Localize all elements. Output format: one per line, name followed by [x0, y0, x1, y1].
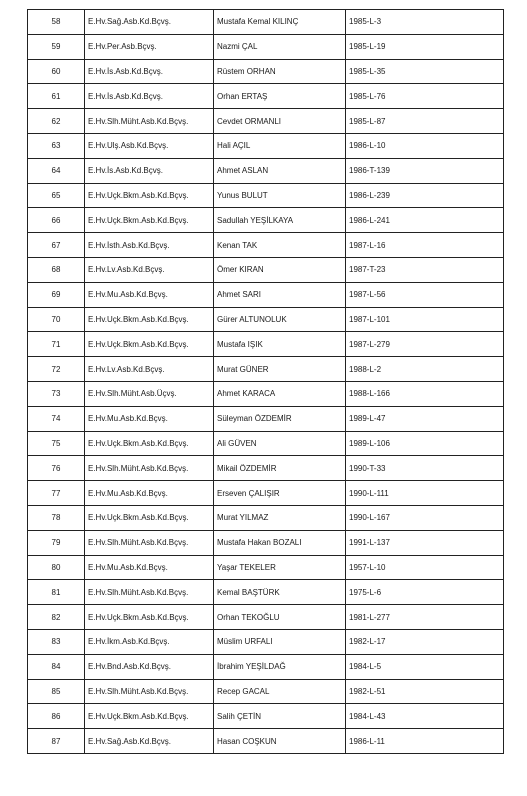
- table-row: [28, 208, 504, 233]
- registry-number-cell: 1982-L-51: [346, 679, 504, 704]
- name-cell: Salih ÇETİN: [214, 704, 346, 729]
- name-cell: Orhan ERTAŞ: [214, 84, 346, 109]
- unit-cell: E.Hv.Uçk.Bkm.Asb.Kd.Bçvş.: [85, 208, 214, 233]
- row-number: 68: [28, 257, 85, 282]
- registry-number-cell: 1986-L-241: [346, 208, 504, 233]
- table-row: [28, 481, 504, 506]
- row-number: 61: [28, 84, 85, 109]
- registry-number-cell: 1985-L-87: [346, 109, 504, 134]
- name-cell: Orhan TEKOĞLU: [214, 605, 346, 630]
- unit-cell: E.Hv.Lv.Asb.Kd.Bçvş.: [85, 257, 214, 282]
- registry-number-cell: 1985-L-76: [346, 84, 504, 109]
- row-number: 58: [28, 10, 85, 35]
- unit-cell: E.Hv.Slh.Müht.Asb.Kd.Bçvş.: [85, 679, 214, 704]
- row-number: 85: [28, 679, 85, 704]
- table-row: [28, 109, 504, 134]
- unit-cell: E.Hv.İkm.Asb.Kd.Bçvş.: [85, 629, 214, 654]
- name-cell: Mustafa Kemal KILINÇ: [214, 10, 346, 35]
- registry-number-cell: 1989-L-106: [346, 431, 504, 456]
- unit-cell: E.Hv.Ulş.Asb.Kd.Bçvş.: [85, 133, 214, 158]
- table-row: [28, 629, 504, 654]
- row-number: 65: [28, 183, 85, 208]
- unit-cell: E.Hv.Per.Asb.Bçvş.: [85, 34, 214, 59]
- table-row: [28, 729, 504, 754]
- table-row: [28, 183, 504, 208]
- unit-cell: E.Hv.Uçk.Bkm.Asb.Kd.Bçvş.: [85, 605, 214, 630]
- table-row: [28, 555, 504, 580]
- unit-cell: E.Hv.Sağ.Asb.Kd.Bçvş.: [85, 10, 214, 35]
- name-cell: Mikail ÖZDEMİR: [214, 456, 346, 481]
- registry-number-cell: 1988-L-2: [346, 357, 504, 382]
- name-cell: Gürer ALTUNOLUK: [214, 307, 346, 332]
- registry-number-cell: 1990-T-33: [346, 456, 504, 481]
- name-cell: Ahmet SARI: [214, 282, 346, 307]
- unit-cell: E.Hv.Uçk.Bkm.Asb.Kd.Bçvş.: [85, 332, 214, 357]
- row-number: 73: [28, 381, 85, 406]
- row-number: 76: [28, 456, 85, 481]
- unit-cell: E.Hv.Mu.Asb.Kd.Bçvş.: [85, 555, 214, 580]
- unit-cell: E.Hv.İsth.Asb.Kd.Bçvş.: [85, 233, 214, 258]
- table-row: [28, 530, 504, 555]
- table-row: [28, 704, 504, 729]
- table-row: [28, 679, 504, 704]
- registry-number-cell: 1975-L-6: [346, 580, 504, 605]
- table-row: [28, 654, 504, 679]
- table-row: [28, 34, 504, 59]
- unit-cell: E.Hv.Sağ.Asb.Kd.Bçvş.: [85, 729, 214, 754]
- row-number: 83: [28, 629, 85, 654]
- unit-cell: E.Hv.Mu.Asb.Kd.Bçvş.: [85, 406, 214, 431]
- row-number: 60: [28, 59, 85, 84]
- unit-cell: E.Hv.Slh.Müht.Asb.Kd.Bçvş.: [85, 580, 214, 605]
- document-page: [27, 9, 504, 754]
- registry-number-cell: 1989-L-47: [346, 406, 504, 431]
- unit-cell: E.Hv.Lv.Asb.Kd.Bçvş.: [85, 357, 214, 382]
- row-number: 64: [28, 158, 85, 183]
- registry-number-cell: 1986-L-10: [346, 133, 504, 158]
- name-cell: Yunus BULUT: [214, 183, 346, 208]
- name-cell: Müslim URFALI: [214, 629, 346, 654]
- row-number: 59: [28, 34, 85, 59]
- table-row: [28, 84, 504, 109]
- registry-number-cell: 1987-L-56: [346, 282, 504, 307]
- personnel-table: [27, 9, 504, 754]
- row-number: 82: [28, 605, 85, 630]
- row-number: 78: [28, 505, 85, 530]
- unit-cell: E.Hv.Slh.Müht.Asb.Kd.Bçvş.: [85, 530, 214, 555]
- row-number: 72: [28, 357, 85, 382]
- row-number: 84: [28, 654, 85, 679]
- unit-cell: E.Hv.Slh.Müht.Asb.Kd.Bçvş.: [85, 456, 214, 481]
- name-cell: Ahmet KARACA: [214, 381, 346, 406]
- unit-cell: E.Hv.Slh.Müht.Asb.Kd.Bçvş.: [85, 109, 214, 134]
- name-cell: Nazmi ÇAL: [214, 34, 346, 59]
- registry-number-cell: 1986-L-11: [346, 729, 504, 754]
- row-number: 66: [28, 208, 85, 233]
- row-number: 69: [28, 282, 85, 307]
- registry-number-cell: 1991-L-137: [346, 530, 504, 555]
- name-cell: Mustafa Hakan BOZALI: [214, 530, 346, 555]
- table-row: [28, 431, 504, 456]
- name-cell: Ali GÜVEN: [214, 431, 346, 456]
- unit-cell: E.Hv.Uçk.Bkm.Asb.Kd.Bçvş.: [85, 307, 214, 332]
- unit-cell: E.Hv.Mu.Asb.Kd.Bçvş.: [85, 282, 214, 307]
- table-row: [28, 133, 504, 158]
- unit-cell: E.Hv.Uçk.Bkm.Asb.Kd.Bçvş.: [85, 183, 214, 208]
- table-row: [28, 257, 504, 282]
- row-number: 70: [28, 307, 85, 332]
- registry-number-cell: 1990-L-167: [346, 505, 504, 530]
- name-cell: Ömer KIRAN: [214, 257, 346, 282]
- name-cell: Ahmet ASLAN: [214, 158, 346, 183]
- registry-number-cell: 1988-L-166: [346, 381, 504, 406]
- row-number: 75: [28, 431, 85, 456]
- registry-number-cell: 1984-L-5: [346, 654, 504, 679]
- registry-number-cell: 1987-L-101: [346, 307, 504, 332]
- unit-cell: E.Hv.Mu.Asb.Kd.Bçvş.: [85, 481, 214, 506]
- row-number: 79: [28, 530, 85, 555]
- name-cell: İbrahim YEŞİLDAĞ: [214, 654, 346, 679]
- table-row: [28, 406, 504, 431]
- personnel-table-body: [28, 10, 504, 754]
- name-cell: Mustafa IŞIK: [214, 332, 346, 357]
- row-number: 67: [28, 233, 85, 258]
- unit-cell: E.Hv.Bnd.Asb.Kd.Bçvş.: [85, 654, 214, 679]
- registry-number-cell: 1987-L-279: [346, 332, 504, 357]
- name-cell: Kenan TAK: [214, 233, 346, 258]
- registry-number-cell: 1984-L-43: [346, 704, 504, 729]
- name-cell: Süleyman ÖZDEMİR: [214, 406, 346, 431]
- name-cell: Cevdet ORMANLI: [214, 109, 346, 134]
- registry-number-cell: 1987-T-23: [346, 257, 504, 282]
- unit-cell: E.Hv.İs.Asb.Kd.Bçvş.: [85, 84, 214, 109]
- unit-cell: E.Hv.Uçk.Bkm.Asb.Kd.Bçvş.: [85, 431, 214, 456]
- registry-number-cell: 1987-L-16: [346, 233, 504, 258]
- table-row: [28, 580, 504, 605]
- row-number: 62: [28, 109, 85, 134]
- table-row: [28, 381, 504, 406]
- row-number: 86: [28, 704, 85, 729]
- row-number: 63: [28, 133, 85, 158]
- name-cell: Hasan COŞKUN: [214, 729, 346, 754]
- unit-cell: E.Hv.İs.Asb.Kd.Bçvş.: [85, 158, 214, 183]
- name-cell: Sadullah YEŞİLKAYA: [214, 208, 346, 233]
- registry-number-cell: 1985-L-3: [346, 10, 504, 35]
- name-cell: Yaşar TEKELER: [214, 555, 346, 580]
- name-cell: Kemal BAŞTÜRK: [214, 580, 346, 605]
- name-cell: Recep GACAL: [214, 679, 346, 704]
- table-row: [28, 307, 504, 332]
- row-number: 80: [28, 555, 85, 580]
- registry-number-cell: 1982-L-17: [346, 629, 504, 654]
- row-number: 81: [28, 580, 85, 605]
- name-cell: Murat GÜNER: [214, 357, 346, 382]
- row-number: 77: [28, 481, 85, 506]
- table-row: [28, 505, 504, 530]
- table-row: [28, 605, 504, 630]
- name-cell: Erseven ÇALIŞIR: [214, 481, 346, 506]
- table-row: [28, 59, 504, 84]
- table-row: [28, 158, 504, 183]
- table-row: [28, 233, 504, 258]
- name-cell: Rüstem ORHAN: [214, 59, 346, 84]
- registry-number-cell: 1985-L-35: [346, 59, 504, 84]
- registry-number-cell: 1957-L-10: [346, 555, 504, 580]
- table-row: [28, 282, 504, 307]
- registry-number-cell: 1990-L-111: [346, 481, 504, 506]
- table-row: [28, 332, 504, 357]
- row-number: 87: [28, 729, 85, 754]
- name-cell: Murat YILMAZ: [214, 505, 346, 530]
- registry-number-cell: 1986-T-139: [346, 158, 504, 183]
- row-number: 74: [28, 406, 85, 431]
- unit-cell: E.Hv.Uçk.Bkm.Asb.Kd.Bçvş.: [85, 505, 214, 530]
- unit-cell: E.Hv.İs.Asb.Kd.Bçvş.: [85, 59, 214, 84]
- table-row: [28, 357, 504, 382]
- registry-number-cell: 1985-L-19: [346, 34, 504, 59]
- unit-cell: E.Hv.Uçk.Bkm.Asb.Kd.Bçvş.: [85, 704, 214, 729]
- registry-number-cell: 1981-L-277: [346, 605, 504, 630]
- row-number: 71: [28, 332, 85, 357]
- table-row: [28, 10, 504, 35]
- registry-number-cell: 1986-L-239: [346, 183, 504, 208]
- table-row: [28, 456, 504, 481]
- unit-cell: E.Hv.Slh.Müht.Asb.Üçvş.: [85, 381, 214, 406]
- name-cell: Hali AÇIL: [214, 133, 346, 158]
